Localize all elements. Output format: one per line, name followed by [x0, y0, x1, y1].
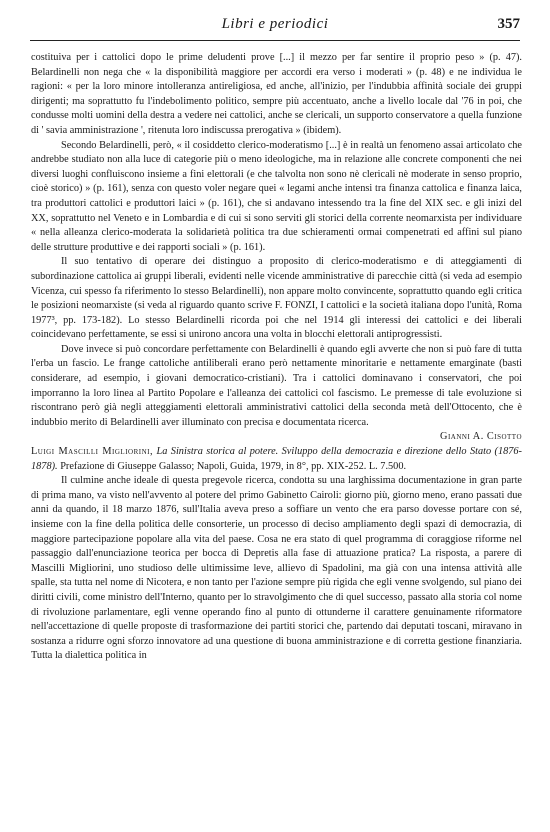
page-body — [31, 51, 522, 664]
running-header — [30, 16, 520, 41]
review-paragraph: Il culmine anche ideale di questa pregevole ricerca, condotta su una larghissima documentazione in gran parte di prima mano, va visto nell'avvento al potere del primo Gabinetto Cairoli: giorno più, giorno meno, erano passati due anni da quando, il 18 marzo 1876, sull'Italia aveva preso a soffiare un vento che era parso dovesse portare con sé, insieme con la fine della politica delle consorterie, un processo di deciso ampliamento degli spazi di democrazia, di maggiore partecipazione popolare alla vita del paese. Cosa ne era stato di quel programma di coraggiose riforme nel passaggio dall'enunciazione teorica per bocca di Depretis alla fase di attuazione pratica? La risposta, a parere di Mascilli Migliorini, uno studioso delle ultimissime leve, allievo di Spadolini, ma già con una intensa attività alle spalle, sta tutta nel nome di Nicotera, e non tanto per l'azione sempre più rigida che egli venne svolgendo, sul piano dei diritti civili, come ministro dell'Interno, quanto per lo stravolgimento che di quel successo, passato alla storia col nome di rivoluzione parlamentare, egli venne operando fino al punto di ottunderne il carattere genuinamente riformatore nell'accettazione di quelle proposte di trasformazione dei partiti storici che, partendo dai deputati toscani, miravano in sostanza a ridurre ogni sforzo innovatore ad una questione di buona amministrazione e di corretta gestione finanziaria. Tutta la dialettica politica in — [31, 475, 522, 662]
page-number: 357 — [497, 16, 520, 32]
paragraph-2: Secondo Belardinelli, però, « il cosiddetto clerico-moderatismo [...] è in realtà un fenomeno assai articolato che andrebbe studiato non alla luce di categorie più o meno ideologiche, ma in relazione alle concrete componenti che nei diversi luoghi confluiscono insieme a fini elettorali (e che talvolta non sono nè clericali nè moderate in senso proprio, cioè storico) » (p. 161), senza con questo voler negare quei « legami anche intensi tra finanza cattolica e finanza laica, tra produttori cattolici e produttori laici » (p. 161), che si andavano intessendo tra la fine del XIX sec. e gli inizi del XX, soprattutto nel Veneto e in Lombardia e di cui si sono serviti gli storici della corrente neomarxista per individuare « nella alleanza clerico-moderata la solidarietà politica tra due schieramenti ormai compenetrati ed affini sul piano delle strutture produttive e dei rapporti sociali » (p. 161). — [31, 139, 522, 253]
paragraph-3: Il suo tentativo di operare dei distinguo a proposito di clerico-moderatismo e di atteggiamenti di subordinazione cattolica ai gruppi liberali, evidenti nelle vicende amministrative di parecchie città (si veda ad esempio Vicenza, cui spesso fa riferimento lo stesso Belardinelli), non appare molto convincente, soprattutto quando egli critica le posizioni neomarxiste (si veda al riguardo quanto scrive F. FONZI, I cattolici e la società italiana dopo l'unità, Roma 1977³, pp. 173-182). Lo stesso Belardinelli ricorda poi che nel 1914 gli interessi dei cattolici e dei liberali coincidevano perfettamente, se essi si unirono ancora una volta in blocchi elettorali antiprogressisti. — [31, 256, 522, 341]
review-author: Luigi Mascilli Migliorini, — [31, 446, 154, 458]
review-signature: Gianni A. Cisotto — [440, 431, 522, 443]
running-title: Libri e periodici — [221, 16, 329, 32]
review-book-details: Prefazione di Giuseppe Galasso; Napoli, Guida, 1979, in 8°, pp. XIX-252. L. 7.500. — [60, 460, 407, 472]
review-book-title: La Sinistra storica al potere. Sviluppo della democrazia e direzione dello Stato (1876-1878). — [31, 446, 522, 472]
review-bibliographic-entry — [31, 445, 522, 474]
paragraph-1: costituiva per i cattolici dopo le prime deludenti prove [...] il mezzo per far sentire il proprio peso » (p. 47). Belardinelli non nega che « la disponibilità maggiore per accordi era verso i moderati » (p. 48) e ne individua le ragioni: « per la loro minore intolleranza antireligiosa, ed anche, all'inizio, per l'indubbia affinità sociale dei gruppi dirigenti; ma soprattutto fu l'indebolimento politico, sempre più accentuato, anche a livello locale dal '76 in poi, che condusse molti uomini della destra a vedere nei cattolici, anche se clericali, un supporto conservatore a quella funzione di ' savia amministrazione ', ritenuta loro indiscussa prerogativa » (ibidem). — [31, 52, 522, 136]
paragraph-4: Dove invece si può concordare perfettamente con Belardinelli è quando egli avverte che non si può fare di tutta l'erba un fascio. Le frange cattoliche antiliberali erano però nettamente minoritarie e nettamente emarginate (basti considerare, ad esempio, i giovani democratico-cristiani). Tra i cattolici dominavano i conservatori, che poi imporranno la loro linea al Partito Popolare e l'alleanza dei cattolici col fascismo. Le premesse di tale evoluzione si riscontrano però già negli atteggiamenti elettorali amministrativi cattolici della seconda metà dell'Ottocento, che è indubbio merito di Belardinelli aver illuminato con precisa e documentata ricerca. — [31, 343, 522, 428]
